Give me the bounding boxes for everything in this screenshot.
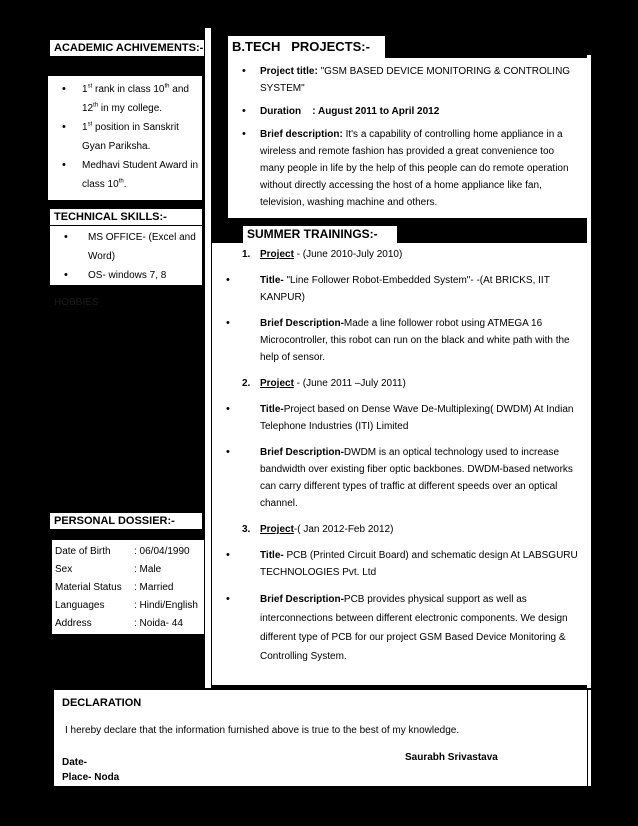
academic-item: • 1st position in Sanskrit Gyan Pariksha. [48,118,202,156]
academic-item: • 1st rank in class 10th and 12th in my college. [48,80,202,118]
declaration-sign-row [62,752,579,766]
table-row: Languages : Hindi/English [55,599,198,611]
declaration-text: I hereby declare that the information furnished above is true to the best of my knowledge. [65,725,460,736]
technical-list [50,226,202,285]
project-title-item: • Project title: "GSM BASED DEVICE MONITORING & CONTROLING SYSTEM" [228,63,581,97]
summer-title: SUMMER TRAININGS:- [247,227,378,241]
academic-header [50,40,204,56]
training-title: • Title- PCB (Printed Circuit Board) and schematic design At LABSGURU TECHNOLOGIES Pvt. Ltd [212,547,579,581]
table-row: Sex : Male [55,563,162,575]
projects-box [228,58,587,218]
personal-box [52,540,204,634]
academic-item: • Medhavi Student Award in class 10th. [48,156,202,194]
training-project: 2. Project - (June 2011 –July 2011) [242,378,406,389]
summer-header [243,226,397,243]
table-row: Date of Birth : 06/04/1990 [55,545,190,557]
personal-header [50,513,202,529]
declaration-bar-right [588,690,591,786]
personal-title: PERSONAL DOSSIER:- [54,515,175,527]
technical-item: • MS OFFICE- (Excel and Word) [50,228,202,266]
duration-item: • Duration : August 2011 to April 2012 [228,103,581,120]
training-description: • Brief Description-Made a line follower robot using ATMEGA 16 Microcontroller, this robot can run on the black and white path with the help of sensor. [212,315,579,366]
training-title: • Title- "Line Follower Robot-Embedded System"- -(At BRICKS, IIT KANPUR) [212,272,579,306]
signature-name: Saurabh Srivastava [405,752,498,763]
divider-bar-right [587,55,591,688]
training-description: • Brief Description-DWDM is an optical technology used to increase bandwidth over existing fiber optic backbones. DWDM-based networks can carry different types of traffic at different speeds over an optical channel. [212,444,579,512]
technical-title: TECHNICAL SKILLS:- [50,209,202,226]
training-description: • Brief Description-PCB provides physical support as well as interconnections between different electronic components. We design different type of PCB for our project GSM Based Device Monitoring & Controlling System. [212,590,579,666]
technical-item: • OS- windows 7, 8 [50,266,202,285]
training-project: 3. Project-( Jan 2012-Feb 2012) [242,524,394,535]
declaration-title: DECLARATION [62,697,142,709]
trainings-box [212,243,587,685]
trainings-list [212,246,587,666]
hobbies-title: HOBBIES [54,297,99,308]
brief-description-item: • Brief description: It's a capability of controlling home appliance in a wireless and remote fashion has provided a great convenience too many people in life by the help of this people can do remote operation without directly accessing the host of a home appliance like fan, television, washing machine and others. [228,126,581,211]
place-label: Place- Noda [62,772,120,783]
academic-box [48,76,202,200]
training-project: 1. Project - (June 2010-July 2010) [242,249,403,260]
date-label: Date- [62,757,88,768]
divider-bar [205,28,211,688]
academic-title: ACADEMIC ACHIVEMENTS:- [54,42,204,54]
projects-header [228,36,385,58]
technical-box [50,209,202,285]
declaration-box [54,690,587,786]
academic-list [48,80,202,194]
projects-list [228,63,587,211]
table-row: Material Status : Married [55,581,174,593]
training-title: • Title-Project based on Dense Wave De-Multiplexing( DWDM) At Indian Telephone Industries (ITI) Limited [212,401,579,435]
personal-table [52,542,198,632]
projects-title: B.TECH PROJECTS:- [232,39,370,54]
table-row: Address : Noida- 44 [55,617,183,629]
